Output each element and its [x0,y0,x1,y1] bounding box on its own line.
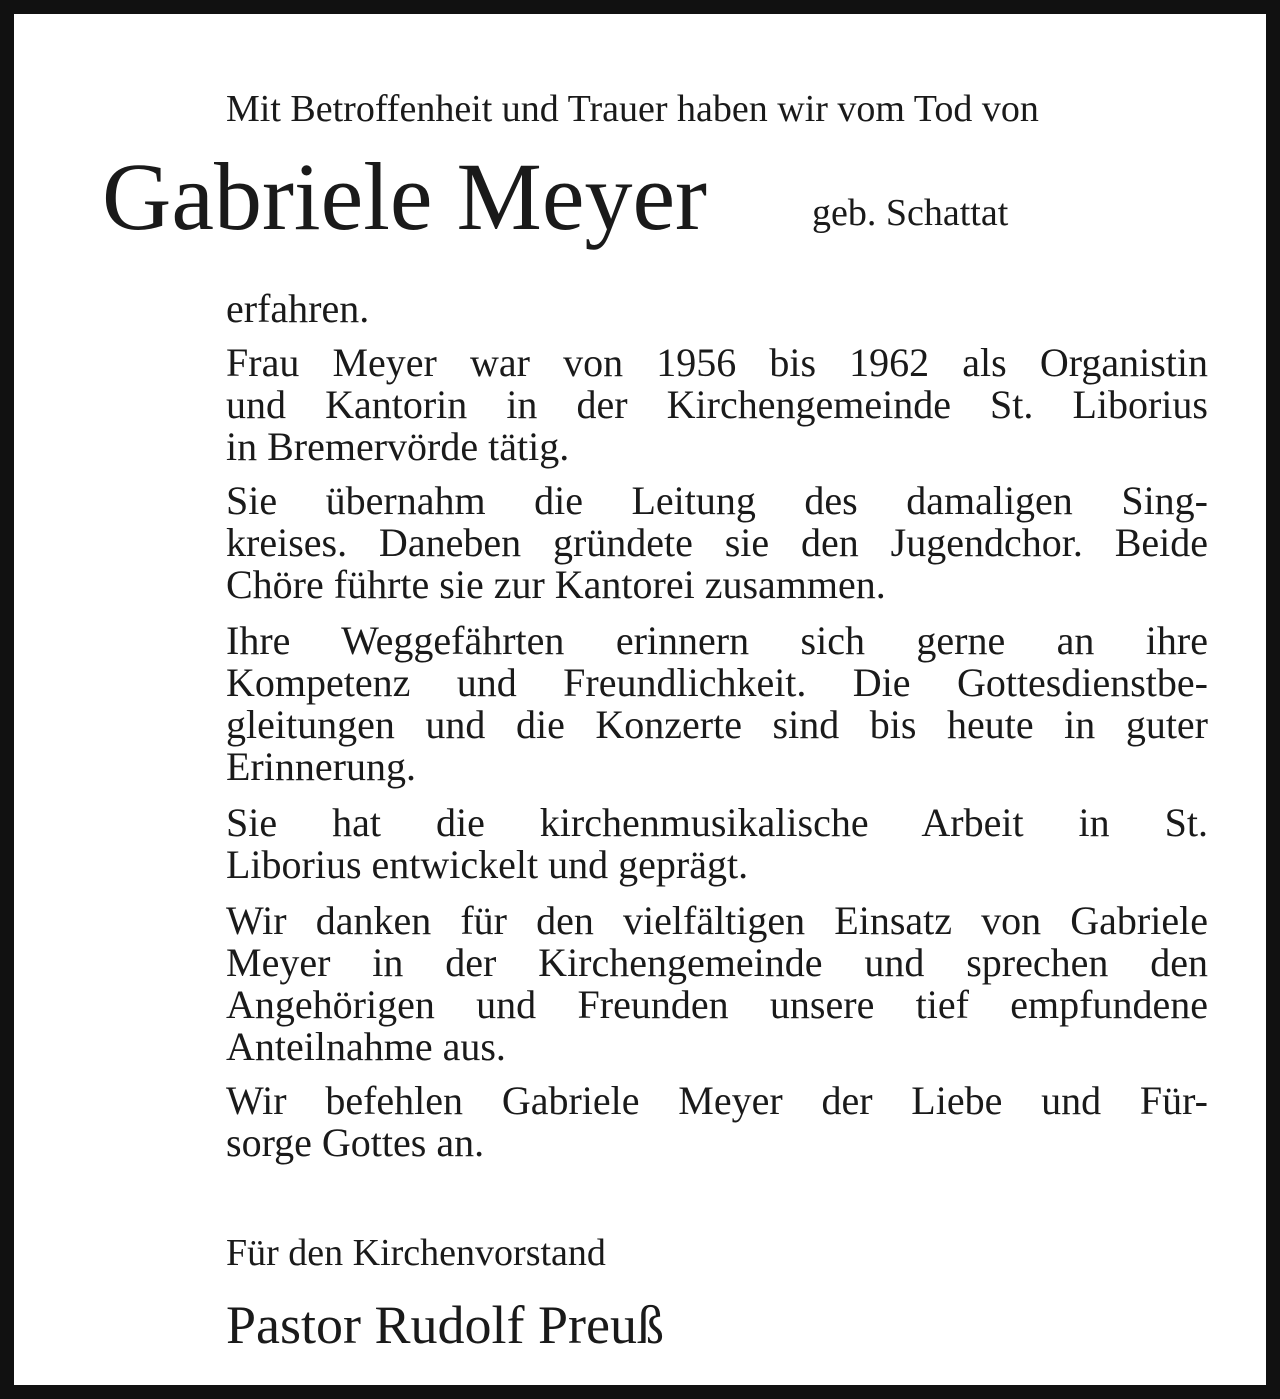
signature-signer: Pastor Rudolf Preuß [226,1295,664,1355]
text-line: in Bremervörde tätig. [226,424,570,469]
text-line: Erinnerung. [226,744,416,789]
text-line: und Kantorin in der Kirchengemeinde St. Liborius [226,382,1208,427]
signature-organization: Für den Kirchenvorstand [226,1232,606,1274]
paragraph-6 [226,900,1208,1068]
paragraph-3 [226,480,1208,606]
paragraph-2 [226,342,1208,468]
deceased-name: Gabriele Meyer [102,143,708,250]
text-line: Chöre führte sie zur Kantorei zusammen. [226,562,886,607]
text-line: Sie hat die kirchenmusikalische Arbeit in St. [226,800,1208,845]
text-line: erfahren. [226,286,370,331]
paragraph-1 [226,288,1208,330]
text-line: Meyer in der Kirchengemeinde und sprechen den [226,940,1208,985]
text-line: Anteilnahme aus. [226,1024,506,1069]
text-line: Sie übernahm die Leitung des damaligen Sing- [226,478,1208,523]
text-line: Wir befehlen Gabriele Meyer der Liebe und Für- [226,1078,1208,1123]
text-line: Frau Meyer war von 1956 bis 1962 als Organistin [226,340,1208,385]
text-line: Kompetenz und Freundlichkeit. Die Gottesdienstbe- [226,660,1208,705]
text-line: kreises. Daneben gründete sie den Jugendchor. Beide [226,520,1208,565]
text-line: gleitungen und die Konzerte sind bis heute in guter [226,702,1208,747]
paragraph-4 [226,620,1208,788]
paragraph-5 [226,802,1208,886]
intro-line: Mit Betroffenheit und Trauer haben wir vom Tod von [226,88,1039,130]
text-line: sorge Gottes an. [226,1120,485,1165]
text-line: Liborius entwickelt und geprägt. [226,842,749,887]
paragraph-7 [226,1080,1208,1164]
text-line: Wir danken für den vielfältigen Einsatz von Gabriele [226,898,1208,943]
text-line: Angehörigen und Freunden unsere tief empfundene [226,982,1208,1027]
text-line: Ihre Weggefährten erinnern sich gerne an ihre [226,618,1208,663]
maiden-name: geb. Schattat [812,192,1009,234]
